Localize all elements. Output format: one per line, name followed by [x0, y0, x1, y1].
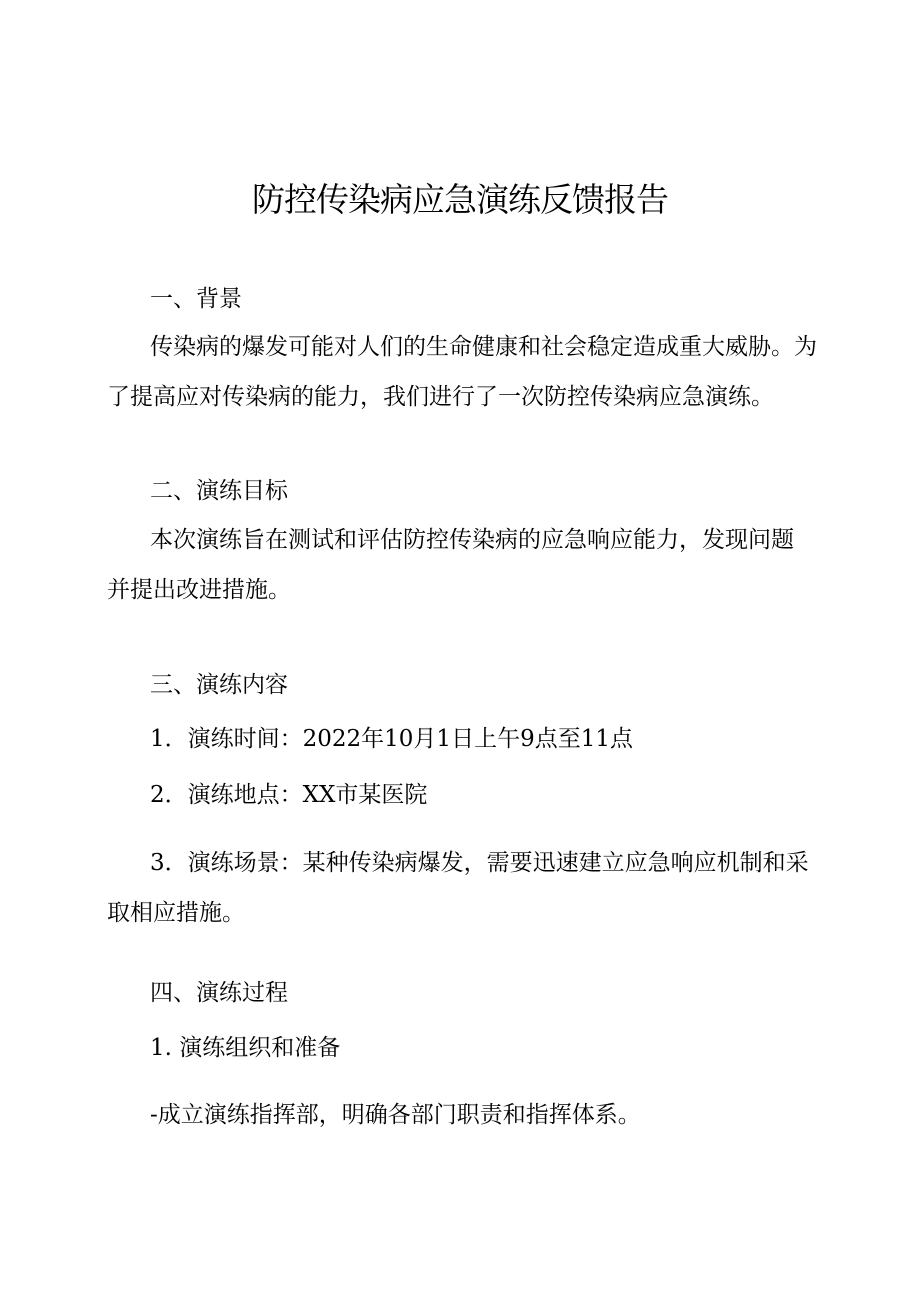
section-heading-goals: 二、演练目标	[150, 478, 288, 504]
goals-paragraph-line-2: 并提出改进措施。	[107, 577, 291, 603]
section-heading-background: 一、背景	[150, 286, 242, 312]
content-item-time: 1．演练时间：2022年10月1日上午9点至11点	[150, 726, 633, 752]
content-item-location: 2．演练地点：XX市某医院	[150, 782, 428, 808]
background-paragraph-line-1: 传染病的爆发可能对人们的生命健康和社会稳定造成重大威胁。为	[150, 334, 817, 360]
goals-paragraph-line-1: 本次演练旨在测试和评估防控传染病的应急响应能力，发现问题	[150, 527, 794, 553]
section-heading-content: 三、演练内容	[150, 672, 288, 698]
process-item-command-post: -成立演练指挥部，明确各部门职责和指挥体系。	[150, 1102, 641, 1128]
background-paragraph-line-2: 了提高应对传染病的能力，我们进行了一次防控传染病应急演练。	[107, 384, 774, 410]
content-item-scenario-line-2: 取相应措施。	[107, 900, 245, 926]
section-heading-process: 四、演练过程	[150, 980, 288, 1006]
document-title: 防控传染病应急演练反馈报告	[252, 180, 668, 219]
process-item-organization: 1. 演练组织和准备	[150, 1035, 341, 1061]
content-item-scenario-line-1: 3．演练场景：某种传染病爆发，需要迅速建立应急响应机制和采	[150, 850, 809, 876]
